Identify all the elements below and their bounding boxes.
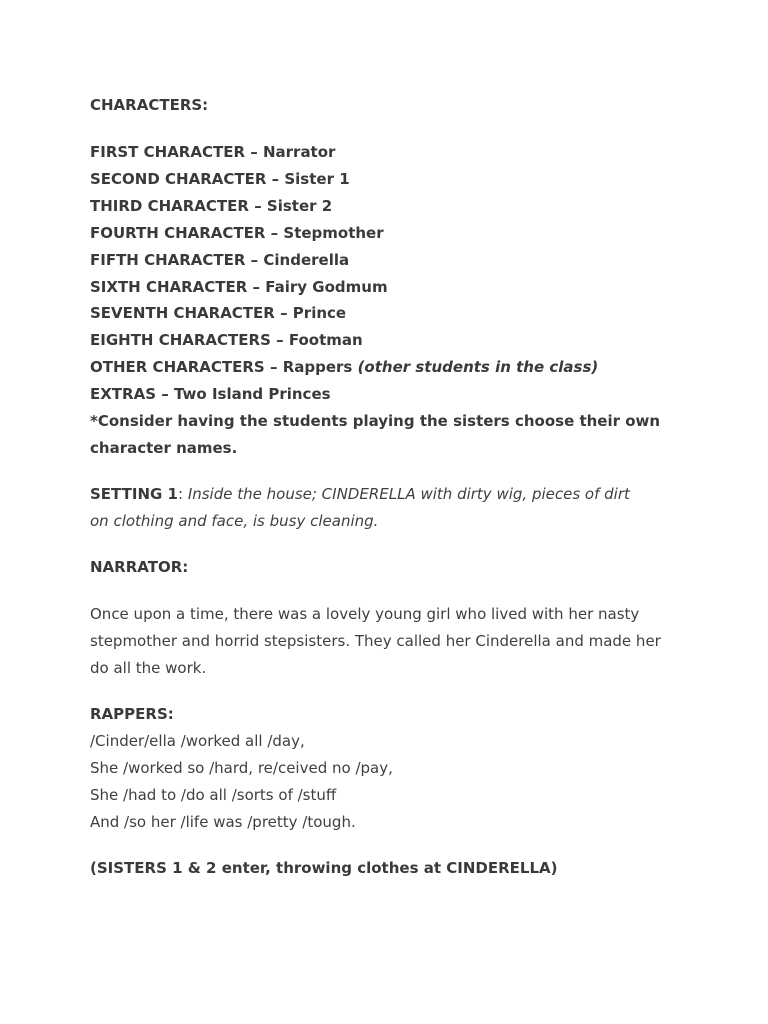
character-line: SIXTH CHARACTER – Fairy Godmum (90, 278, 388, 296)
rap-line: /Cinder/ella /worked all /day, (90, 732, 305, 750)
character-note: (other students in the class) (357, 358, 599, 376)
setting-line: SETTING 1: Inside the house; CINDERELLA with dirty wig, pieces of dirt (90, 485, 630, 503)
consider-note-line: character names. (90, 439, 238, 457)
narration-line: stepmother and horrid stepsisters. They called her Cinderella and made her (90, 632, 661, 650)
character-line: FIFTH CHARACTER – Cinderella (90, 251, 350, 269)
setting-label: SETTING 1 (90, 485, 178, 503)
narration-line: do all the work. (90, 659, 207, 677)
character-line: EIGHTH CHARACTERS – Footman (90, 331, 363, 349)
setting-line: on clothing and face, is busy cleaning. (90, 512, 379, 530)
rap-line: She /had to /do all /sorts of /stuff (90, 786, 337, 804)
rap-line: And /so her /life was /pretty /tough. (90, 813, 356, 831)
narrator-label: NARRATOR: (90, 558, 189, 576)
rappers-label: RAPPERS: (90, 705, 174, 723)
stage-direction: (SISTERS 1 & 2 enter, throwing clothes at CINDERELLA) (90, 859, 558, 877)
character-line: SECOND CHARACTER – Sister 1 (90, 170, 350, 188)
rap-line: She /worked so /hard, re/ceived no /pay, (90, 759, 393, 777)
character-line: OTHER CHARACTERS – Rappers (other students in the class) (90, 358, 599, 376)
character-line: FIRST CHARACTER – Narrator (90, 143, 336, 161)
characters-heading: CHARACTERS: (90, 96, 209, 114)
character-line: THIRD CHARACTER – Sister 2 (90, 197, 333, 215)
narration-line: Once upon a time, there was a lovely young girl who lived with her nasty (90, 605, 640, 623)
character-line: SEVENTH CHARACTER – Prince (90, 304, 347, 322)
character-line: EXTRAS – Two Island Princes (90, 385, 331, 403)
consider-note-line: *Consider having the students playing the sisters choose their own (90, 412, 661, 430)
character-line: FOURTH CHARACTER – Stepmother (90, 224, 384, 242)
